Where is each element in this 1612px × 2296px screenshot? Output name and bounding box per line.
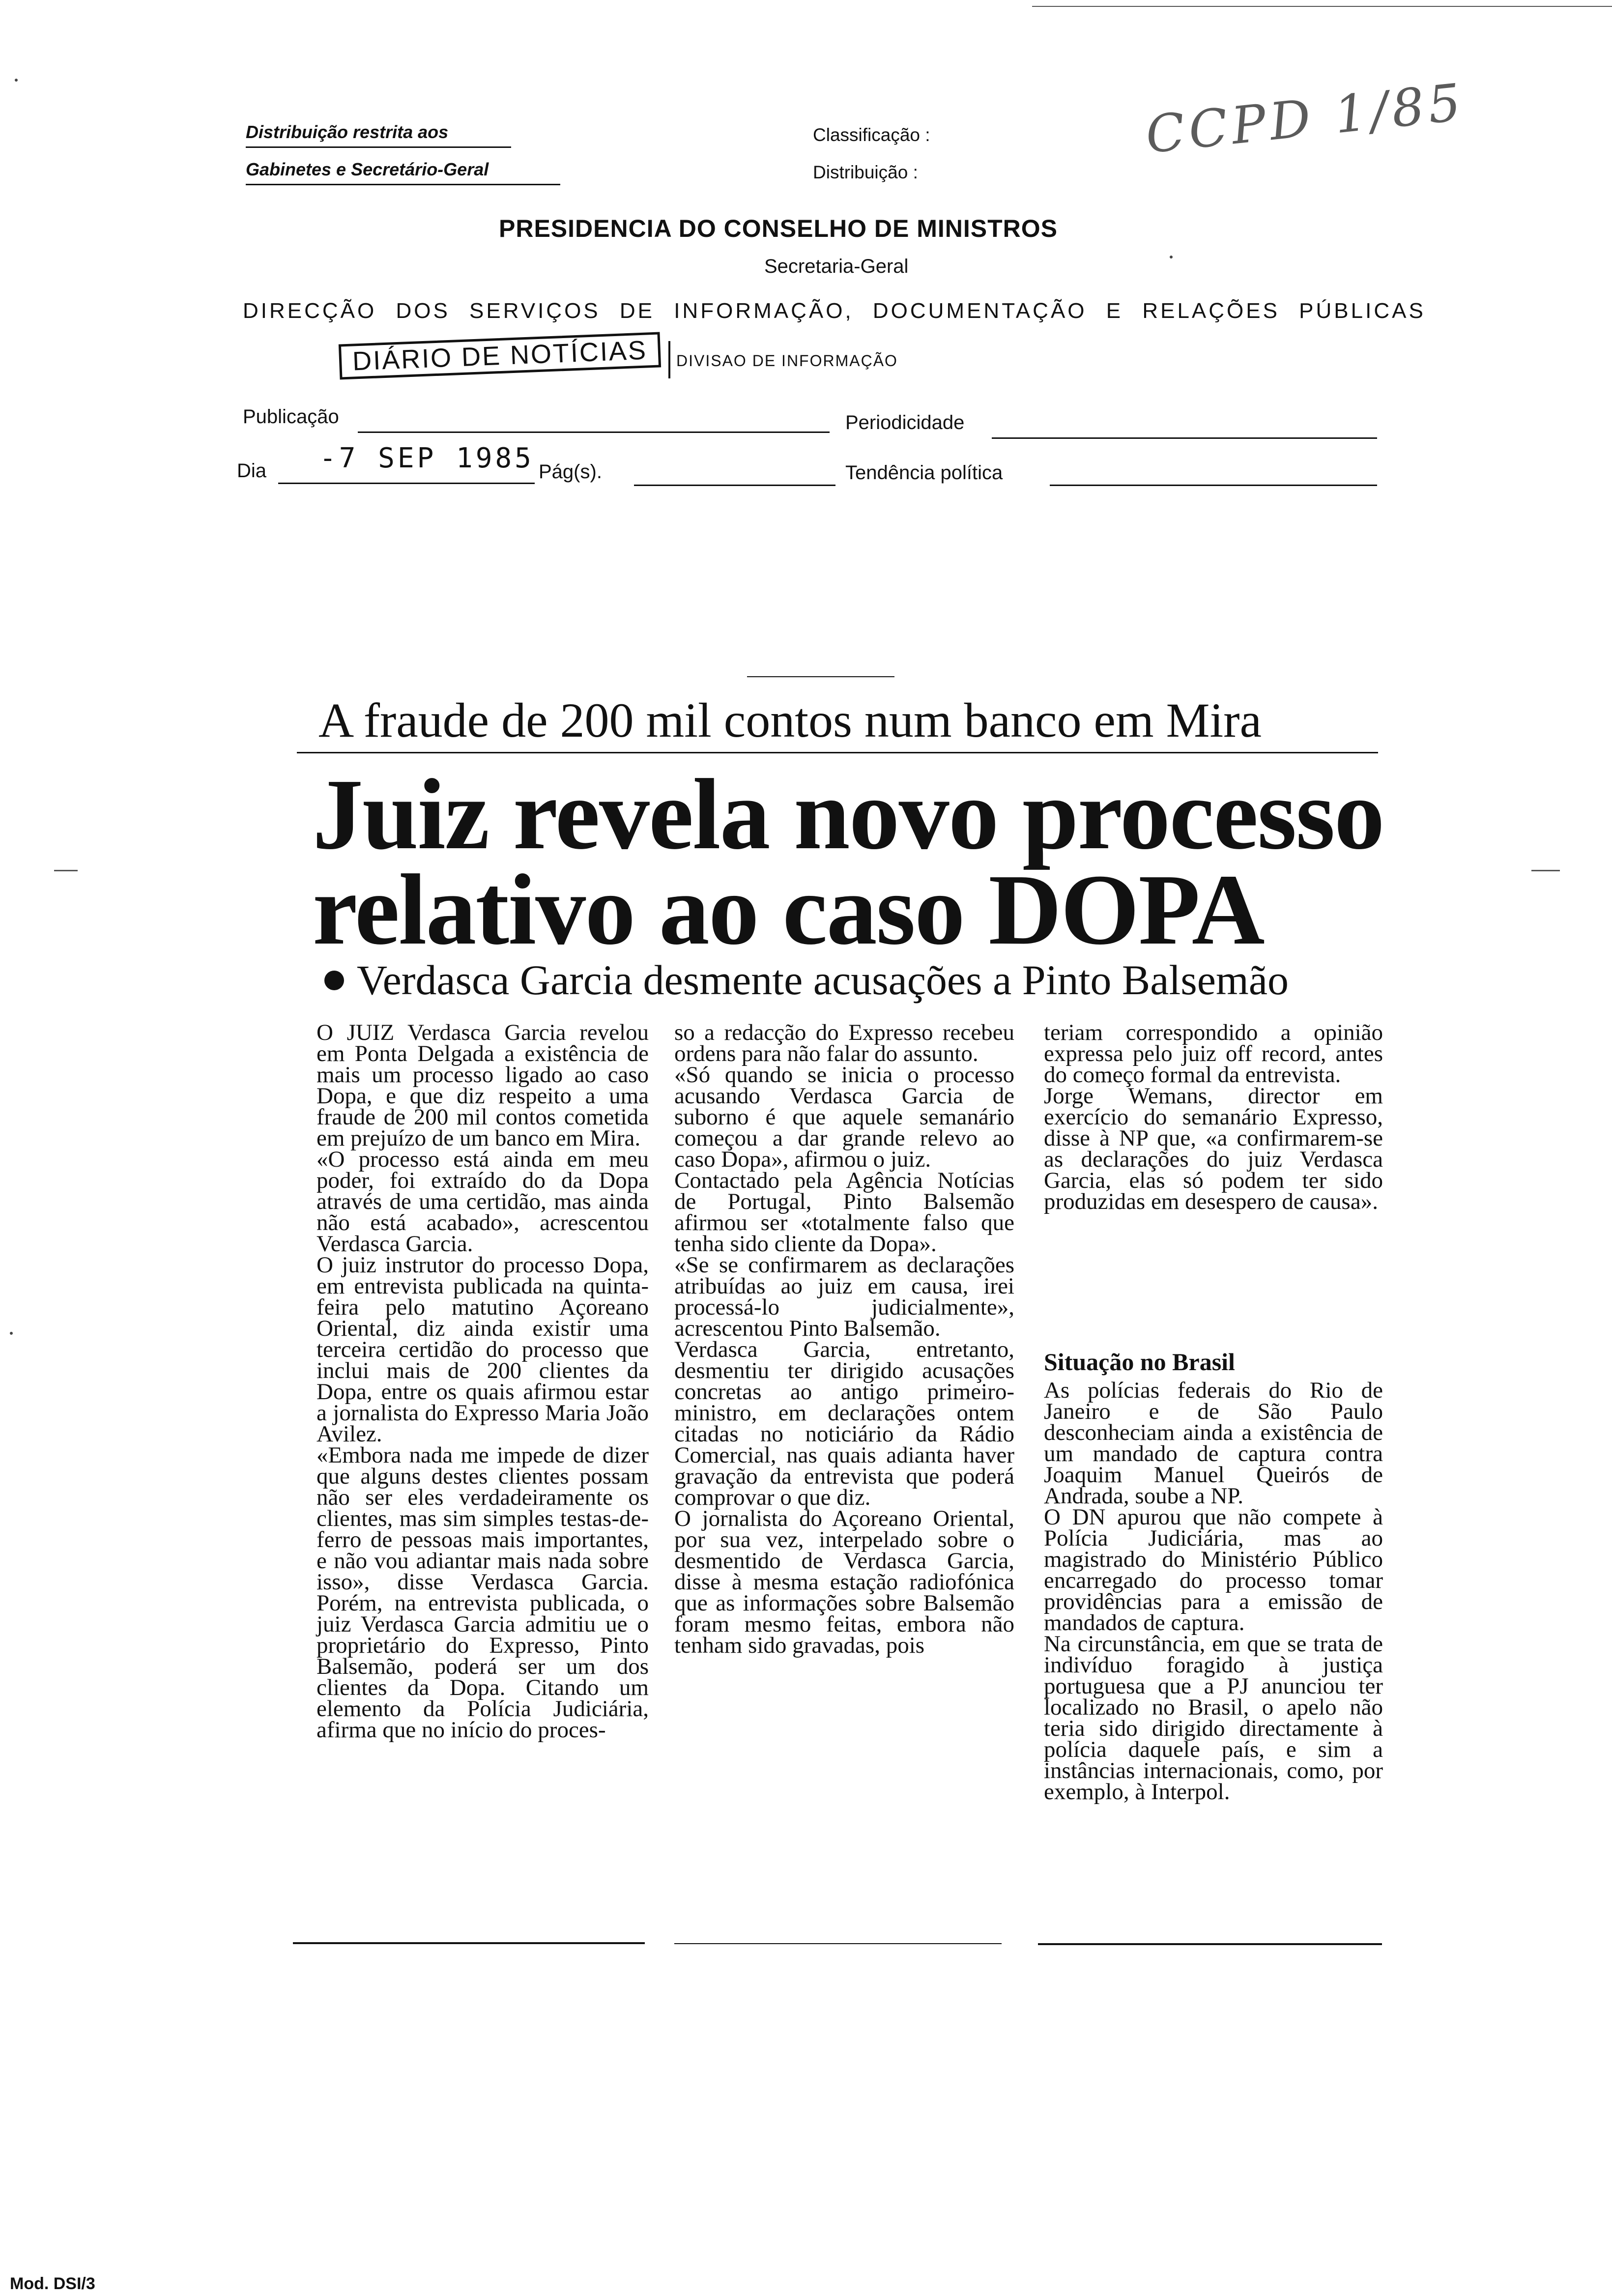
article-column-1: O JUIZ Verdasca Garcia revelou em Ponta Delgada a existência de mais um processo ligado ao caso Dopa, e que diz respeito a uma fraude de 200 mil contos cometida em prejuízo de um banco em Mira. «O processo está ainda em meu poder, foi extraído do da Dopa através de uma certidão, mas ainda não está acabado», acrescentou Verdasca Garcia. O juiz instrutor do processo Dopa, em entrevista publicada na quinta-feira pelo matutino Açoreano Oriental, diz ainda existir uma terceira certidão do processo que inclui mais de 200 clientes da Dopa, entre os quais afirmou estar a jornalista do Expresso Maria João Avilez. «Embora nada me impede de dizer que alguns destes clientes possam não ser eles verdadeiramente os clientes, mas sim simples testas-de-ferro de pessoas mais importantes, e não vou adiantar mais nada sobre isso», disse Verdasca Garcia. Porém, na entrevista publicada, o juiz Verdasca Garcia admitiu ue o proprietário do Expresso, Pinto Balsemão, poderá ser um dos clientes da Dopa. Citando um elemento da Polícia Judiciária, afirma que no início do proces-: [317, 1020, 649, 1743]
top-edge-line: [1032, 6, 1612, 7]
scan-speck: [15, 79, 18, 82]
bottom-rule-left: [293, 1942, 645, 1944]
article-kicker: A fraude de 200 mil contos num banco em Mira: [318, 693, 1262, 747]
stamp-divider: [668, 341, 670, 378]
tendencia-field[interactable]: [1050, 485, 1377, 486]
bullet-icon: [324, 971, 344, 990]
bottom-rule-mid: [674, 1943, 1002, 1944]
section-heading: Situação no Brasil: [1044, 1348, 1235, 1376]
division-name: DIVISAO DE INFORMAÇÃO: [676, 352, 898, 370]
periodicidade-field[interactable]: [992, 437, 1377, 439]
publicacao-label: Publicação: [243, 406, 339, 428]
article-headline-line-1: Juiz revela novo processo: [313, 758, 1384, 870]
form-code: Mod. DSI/3: [10, 2274, 95, 2293]
scan-speck: [1170, 256, 1173, 258]
scan-speck: [10, 1332, 13, 1335]
top-rule: [747, 676, 894, 677]
directorate-name: DIRECÇÃO DOS SERVIÇOS DE INFORMAÇÃO, DOCUMENTAÇÃO E RELAÇÕES PÚBLICAS: [243, 299, 1426, 323]
distribuicao-label: Distribuição :: [813, 162, 918, 182]
article-subhead: [324, 955, 1289, 1004]
right-margin-mark: [1531, 870, 1560, 871]
pags-label: Pág(s).: [539, 461, 602, 483]
classificacao-label: Classificação :: [813, 125, 930, 145]
org-title: PRESIDENCIA DO CONSELHO DE MINISTROS: [499, 215, 1058, 242]
dia-field[interactable]: [278, 483, 535, 484]
publicacao-field[interactable]: [358, 431, 830, 433]
dia-label: Dia: [237, 460, 267, 482]
dia-value: -7 SEP 1985: [319, 442, 534, 474]
left-margin-mark: [54, 870, 78, 871]
article-headline-line-2: relativo ao caso DOPA: [313, 853, 1264, 966]
article-column-3b: As polícias federais do Rio de Janeiro e de São Paulo desconheciam ainda a existência de um mandado de captura contra Joaquim Manuel Queirós de Andrada, soube a NP. O DN apurou que não compete à Polícia Judiciária, mas ao magistrado do Ministério Público encarregado do processo tomar providências para a emissão de mandados de captura. Na circunstância, em que se trata de indivíduo foragido à justiça portuguesa que a PJ anunciou ter localizado no Brasil, o apelo não teria sido dirigido directamente à polícia daquele país, e sim a instâncias internacionais, como, por exemplo, à Interpol.: [1044, 1378, 1383, 1805]
article-column-2: so a redacção do Expresso recebeu ordens para não falar do assunto. «Só quando se inicia o processo acusando Verdasca Garcia de suborno é que aquele semanário começou a dar grande relevo ao caso Dopa», afirmou o juiz. Contactado pela Agência Notícias de Portugal, Pinto Balsemão afirmou ser «totalmente falso que tenha sido cliente da Dopa». «Se se confirmarem as declarações atribuídas ao juiz em causa, irei processá-lo judicialmente», acrescentou Pinto Balsemão. Verdasca Garcia, entretanto, desmentiu ter dirigido acusações concretas ao antigo primeiro-ministro, em declarações ontem citadas no noticiário da Rádio Comercial, nas quais adianta haver gravação da entrevista que poderá comprovar o que diz. O jornalista do Açoreano Oriental, por sua vez, interpelado sobre o desmentido de Verdasca Garcia, disse à mesma estação radiofónica que as informações sobre Balsemão foram mesmo feitas, embora não tenham sido gravadas, pois: [674, 1020, 1014, 1658]
article-subhead-text: Verdasca Garcia desmente acusações a Pinto Balsemão: [357, 956, 1289, 1004]
handwritten-annotation: CCPD 1/85: [1143, 72, 1468, 165]
restriction-line-2: Gabinetes e Secretário-Geral: [246, 159, 560, 185]
tendencia-label: Tendência política: [845, 462, 1003, 484]
restriction-line-1: Distribuição restrita aos: [246, 122, 511, 148]
org-subtitle: Secretaria-Geral: [764, 256, 909, 277]
kicker-rule: [297, 752, 1378, 753]
periodicidade-label: Periodicidade: [845, 412, 965, 433]
pags-field[interactable]: [634, 485, 835, 486]
bottom-rule-right: [1038, 1943, 1382, 1945]
newspaper-stamp: DIÁRIO DE NOTÍCIAS: [339, 332, 661, 379]
article-column-3: teriam correspondido a opinião expressa pelo juiz off record, antes do começo formal da entrevista. Jorge Wemans, director em exercício do semanário Expresso, disse à NP que, «a confirmarem-se as declarações do juiz Verdasca Garcia, elas só podem ter sido produzidas em desespero de causa».: [1044, 1020, 1383, 1214]
